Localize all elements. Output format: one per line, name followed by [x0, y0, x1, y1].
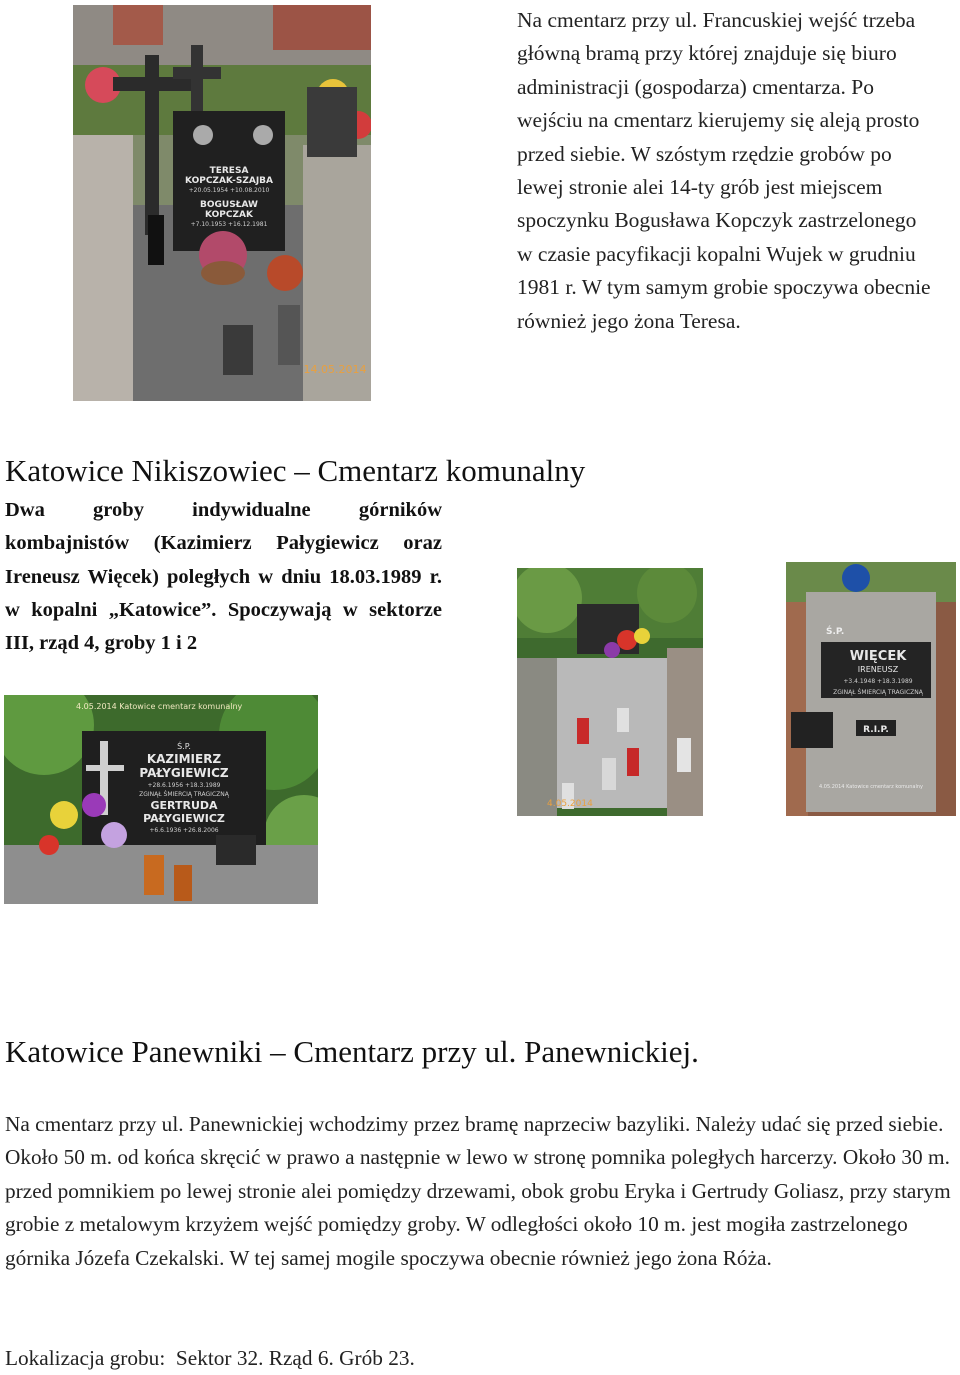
- photo-grave-wiecek: [786, 562, 956, 816]
- intro-paragraph: Na cmentarz przy ul. Francuskiej wejść trzeba główną bramą przy której znajduje się biuro administracji (gospodarza) cmentarza. Po wejściu na cmentarz kierujemy się aleją prosto przed siebie. W szóstym rzędzie grobów po lewej stronie alei 14-ty grób jest miejscem spoczynku Bogusława Kopczyk zastrzelonego w czasie pacyfikacji kopalni Wujek w grudniu 1981 r. W tym samym grobie spoczywa obecnie również jego żona Teresa.: [517, 8, 931, 333]
- palygiewicz-dates: +28.6.1956 +18.3.1989: [147, 782, 221, 789]
- wiecek-sp: Ś.P.: [826, 627, 845, 637]
- panewniki-paragraph: Na cmentarz przy ul. Panewnickiej wchodzimy przez bramę naprzeciw bazyliki. Należy udać się przed siebie. Około 50 m. od końca skręcić w prawo a następnie w lewo w stronę pomnika poległych harcerzy. Około 30 m. przed pomnikiem po lewej stronie alei pomiędzy drzewami, obok grobu Eryka i Gertrudy Goliasz, przy starym grobie z metalowym krzyżem wejść pomiędzy groby. W odległości około 10 m. jest mogiła zastrzelonego górnika Józefa Czekalski. W tej samej mogile spoczywa obecnie również jego żona Róża.: [5, 1112, 951, 1270]
- wiecek-dates: +3.4.1948 +18.3.1989: [843, 678, 913, 685]
- photo-grave-candles: [517, 568, 703, 816]
- palygiewicz-note: ZGINĄŁ ŚMIERCIĄ TRAGICZNĄ: [139, 791, 229, 798]
- wiecek-surname: WIĘCEK: [849, 649, 907, 664]
- grave-dates-2: +7.10.1953 +16.12.1981: [190, 221, 268, 228]
- palygiewicz-dates-2: +6.6.1936 +26.8.2006: [149, 827, 219, 834]
- wiecek-note: ZGINĄŁ ŚMIERCIĄ TRAGICZNĄ: [833, 689, 923, 696]
- photo-caption-3: 4.05.2014 Katowice cmentarz komunalny: [819, 784, 923, 790]
- palygiewicz-sp: Ś.P.: [177, 742, 191, 751]
- grave-location: Lokalizacja grobu: Sektor 32. Rząd 6. Grób 23.: [5, 1346, 415, 1370]
- grave-name-2: BOGUSŁAW: [200, 200, 258, 210]
- photo-date-stamp: 14.05.2014: [303, 363, 367, 376]
- grave-name-2b: KOPCZAK: [205, 210, 253, 220]
- palygiewicz-name-2: GERTRUDA: [150, 799, 218, 812]
- photo-caption-1: 4.05.2014 Katowice cmentarz komunalny: [76, 702, 243, 711]
- nikiszowiec-paragraph: Dwa groby indywidualne górników kombajnistów (Kazimierz Pałygiewicz oraz Ireneusz Więcek) poległych w dniu 18.03.1989 r. w kopalni „Katowice”. Spoczywają w sektorze III, rząd 4, groby 1 i 2: [5, 499, 442, 655]
- palygiewicz-name: KAZIMIERZ: [146, 752, 222, 766]
- palygiewicz-surname: PAŁYGIEWICZ: [139, 766, 229, 780]
- wiecek-rip: R.I.P.: [863, 725, 889, 735]
- wiecek-name: IRENEUSZ: [857, 665, 899, 674]
- grave-dates-1: +20.05.1954 +10.08.2010: [188, 187, 270, 194]
- photo-grave-kopczak: [73, 5, 371, 401]
- heading-nikiszowiec: Katowice Nikiszowiec – Cmentarz komunalny: [5, 453, 586, 488]
- photo-date-stamp-2: 4.05.2014: [547, 799, 593, 809]
- heading-panewniki: Katowice Panewniki – Cmentarz przy ul. Panewnickiej.: [5, 1034, 699, 1069]
- palygiewicz-surname-2: PAŁYGIEWICZ: [143, 812, 225, 825]
- grave-name-1b: KOPCZAK-SZAJBA: [185, 176, 273, 186]
- grave-name-1: TERESA: [209, 166, 249, 176]
- photo-grave-palygiewicz: [4, 695, 318, 904]
